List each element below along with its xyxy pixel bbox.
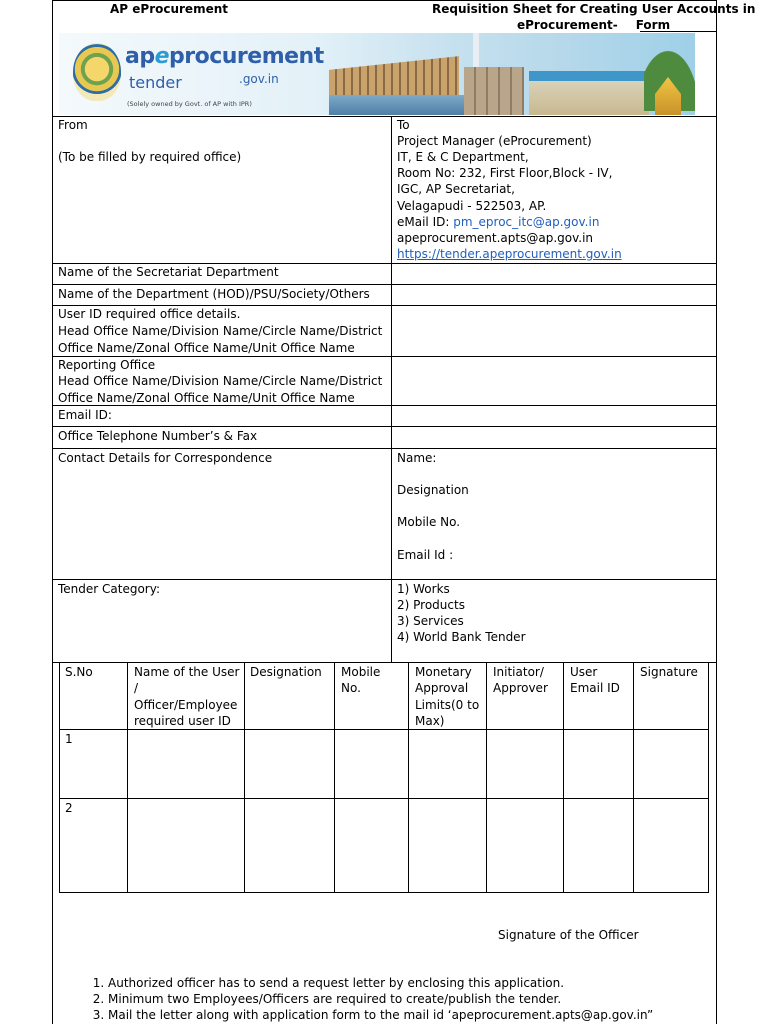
col-header-name: / <box>134 681 139 695</box>
col-header-mobile: No. <box>341 681 361 695</box>
user-office-label: Head Office Name/Division Name/Circle Name/District <box>58 324 383 338</box>
from-label: From <box>58 118 88 132</box>
to-line: IGC, AP Secretariat, <box>397 182 515 196</box>
tender-category-option: 3) Services <box>397 614 464 628</box>
lighthouse-image <box>473 33 479 71</box>
list-item: 3. Mail the letter along with application form to the mail id ‘apeprocurement.apts@ap.gov.in” <box>108 1007 748 1023</box>
header-right-title-line2: eProcurement- Form <box>517 18 671 32</box>
col-header-monetary: Max) <box>415 714 445 728</box>
contact-email-label: Email Id : <box>397 548 454 562</box>
col-header-designation: Designation <box>250 665 322 679</box>
reporting-office-label: Head Office Name/Division Name/Circle Name/District <box>58 374 383 388</box>
beach-image <box>529 81 649 115</box>
col-header-initiator: Approver <box>493 681 548 695</box>
col-header-email: User <box>570 665 598 679</box>
col-header-sno: S.No <box>65 665 93 679</box>
list-item: 2. Minimum two Employees/Officers are required to create/publish the tender. <box>108 991 748 1007</box>
col-header-signature: Signature <box>640 665 698 679</box>
contact-designation-label: Designation <box>397 483 469 497</box>
to-line: Room No: 232, First Floor,Block - IV, <box>397 166 613 180</box>
to-line: IT, E & C Department, <box>397 150 529 164</box>
river-image <box>329 95 479 115</box>
col-header-name: required user ID <box>134 714 231 728</box>
reporting-office-label: Office Name/Zonal Office Name/Unit Office Name <box>58 391 355 405</box>
col-header-monetary: Limits(0 to <box>415 698 480 712</box>
col-header-monetary: Monetary <box>415 665 472 679</box>
banner <box>59 33 695 115</box>
to-line: Project Manager (eProcurement) <box>397 134 592 148</box>
to-email-row: eMail ID: pm_eproc_itc@ap.gov.in <box>397 215 600 229</box>
email-id-label: Email ID: <box>58 408 112 422</box>
secretariat-dept-label: Name of the Secretariat Department <box>58 265 279 279</box>
to-line: Velagapudi - 522503, AP. <box>397 199 547 213</box>
ap-government-seal <box>73 43 121 101</box>
col-header-monetary: Approval <box>415 681 469 695</box>
tender-category-option: 4) World Bank Tender <box>397 630 526 644</box>
user-office-label: User ID required office details. <box>58 307 241 321</box>
signature-of-officer-label: Signature of the Officer <box>498 928 639 942</box>
tender-category-option: 1) Works <box>397 582 450 596</box>
website-link[interactable]: https://tender.apeprocurement.gov.in <box>397 247 622 261</box>
contact-name-label: Name: <box>397 451 437 465</box>
contact-details-label: Contact Details for Correspondence <box>58 451 273 465</box>
col-header-name: Name of the User <box>134 665 240 679</box>
to-label: To <box>397 118 410 132</box>
logo-wordmark: apeprocurement <box>125 44 324 69</box>
col-header-name: Officer/Employee <box>134 698 238 712</box>
dept-hod-label: Name of the Department (HOD)/PSU/Society/Others <box>58 287 370 301</box>
header-right-title-line1: Requisition Sheet for Creating User Accounts in <box>432 2 756 16</box>
contact-mobile-label: Mobile No. <box>397 515 461 529</box>
list-item: 1. Authorized officer has to send a request letter by enclosing this application. <box>108 975 748 991</box>
logo-domain: .gov.in <box>239 72 279 86</box>
col-header-initiator: Initiator/ <box>493 665 544 679</box>
from-note: (To be filled by required office) <box>58 150 242 164</box>
table-row-number: 2 <box>65 801 73 815</box>
user-office-label: Office Name/Zonal Office Name/Unit Office Name <box>58 341 355 355</box>
col-header-mobile: Mobile <box>341 665 381 679</box>
telephone-label: Office Telephone Number’s & Fax <box>58 429 258 443</box>
to-email-secondary: apeprocurement.apts@ap.gov.in <box>397 231 594 245</box>
tender-category-option: 2) Products <box>397 598 465 612</box>
header-left-title: AP eProcurement <box>110 2 228 16</box>
col-header-email: Email ID <box>570 681 620 695</box>
to-email-link[interactable]: pm_eproc_itc@ap.gov.in <box>453 215 600 229</box>
logo-tagline: (Solely owned by Govt. of AP with IPR) <box>127 100 252 108</box>
tender-category-label: Tender Category: <box>58 582 161 596</box>
logo-tender: tender <box>129 73 182 92</box>
fort-image <box>464 67 524 115</box>
table-row-number: 1 <box>65 732 73 746</box>
reporting-office-label: Reporting Office <box>58 358 156 372</box>
instructions-list <box>80 975 748 1023</box>
